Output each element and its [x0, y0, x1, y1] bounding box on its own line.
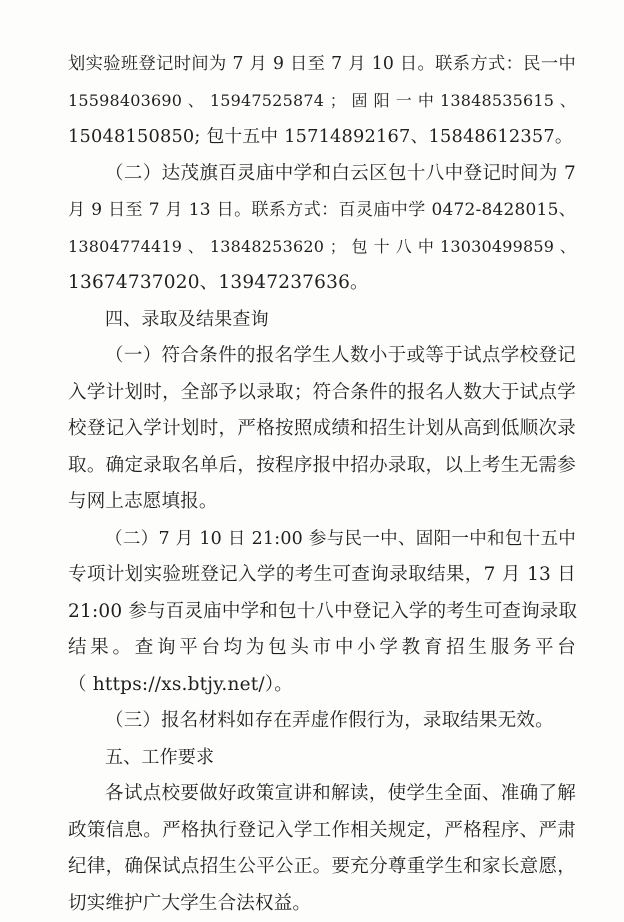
- text-line: 校登记入学计划时，严格按照成绩和招生计划从高到低顺次录: [68, 411, 576, 448]
- text-line: 15048150850; 包十五中 15714892167、15848612357。: [68, 119, 576, 156]
- text-line: 专项计划实验班登记入学的考生可查询录取结果，7 月 13 日: [68, 557, 576, 594]
- section-heading: 四、录取及结果查询: [68, 302, 576, 339]
- text-line: 13804774419 、 13848253620 ； 包 十 八 中 13030499859 、: [68, 229, 576, 266]
- text-line: 切实维护广大学生合法权益。: [68, 886, 576, 922]
- text-line: 与网上志愿填报。: [68, 484, 576, 521]
- text-line: 13674737020、13947237636。: [68, 265, 576, 302]
- text-line: 各试点校要做好政策宣讲和解读，使学生全面、准确了解: [68, 776, 576, 813]
- text-line: 政策信息。严格执行登记入学工作相关规定，严格程序、严肃: [68, 813, 576, 850]
- section-heading: 五、工作要求: [68, 740, 576, 777]
- text-line: 结果。查询平台均为包头市中小学教育招生服务平台: [68, 630, 576, 667]
- text-line: （一）符合条件的报名学生人数小于或等于试点学校登记: [68, 338, 576, 375]
- text-line: 入学计划时，全部予以录取；符合条件的报名人数大于试点学: [68, 375, 576, 412]
- text-line: （二）达茂旗百灵庙中学和白云区包十八中登记时间为 7: [68, 156, 576, 193]
- text-line: 纪律，确保试点招生公平公正。要充分尊重学生和家长意愿，: [68, 849, 576, 886]
- text-line: （三）报名材料如存在弄虚作假行为，录取结果无效。: [68, 703, 576, 740]
- text-line: 15598403690 、 15947525874 ； 固 阳 一 中 13848535615 、: [68, 83, 576, 120]
- text-line: （二）7 月 10 日 21:00 参与民一中、固阳一中和包十五中: [68, 521, 576, 558]
- text-line: 21:00 参与百灵庙中学和包十八中登记入学的考生可查询录取: [68, 594, 576, 631]
- text-line: 月 9 日至 7 月 13 日。联系方式：百灵庙中学 0472-8428015、: [68, 192, 576, 229]
- text-line: （ https://xs.btjy.net/）。: [68, 667, 576, 704]
- text-line: 划实验班登记时间为 7 月 9 日至 7 月 10 日。联系方式：民一中: [68, 46, 576, 83]
- text-line: 取。确定录取名单后，按程序报中招办录取，以上考生无需参: [68, 448, 576, 485]
